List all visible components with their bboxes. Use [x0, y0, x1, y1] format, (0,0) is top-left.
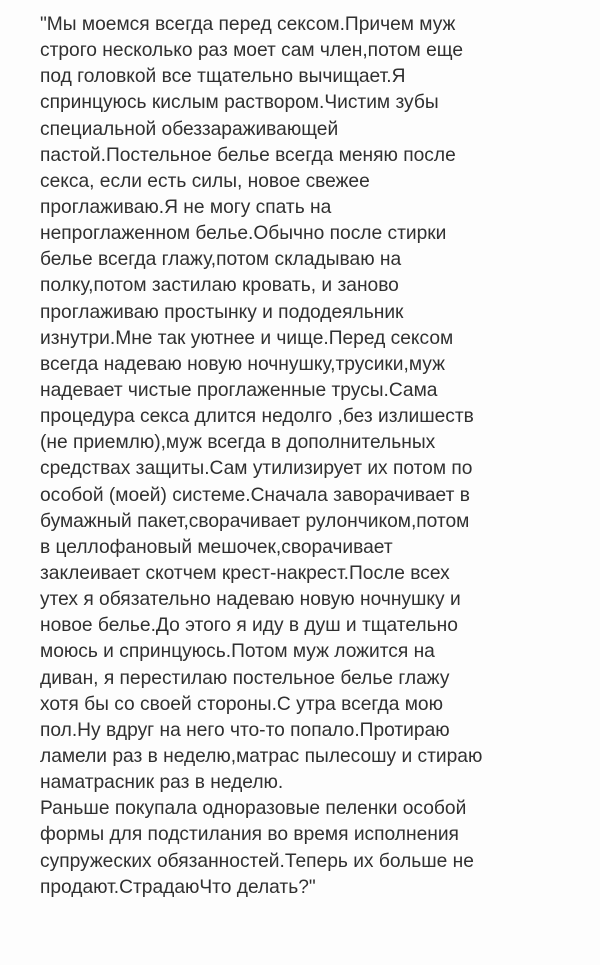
- text-line: хотя бы со своей стороны.С утра всегда мою: [40, 693, 443, 715]
- text-line: пол.Ну вдруг на него что-то попало.Протираю: [40, 719, 450, 741]
- text-line: супружеских обязанностей.Теперь их больше не: [40, 850, 474, 872]
- text-line: под головкой все тщательно вычищает.Я: [40, 66, 406, 88]
- text-line: формы для подстилания во время исполнения: [40, 824, 459, 846]
- text-line: продают.СтрадаюЧто делать?": [40, 876, 316, 898]
- text-line: непроглаженном белье.Обычно после стирки: [40, 223, 447, 245]
- text-line: проглаживаю.Я не могу спать на: [40, 196, 332, 218]
- text-line: специальной обеззараживающей: [40, 118, 339, 140]
- text-line: заклеивает скотчем крест-накрест.После всех: [40, 562, 450, 584]
- text-line: спринцуюсь кислым раствором.Чистим зубы: [40, 92, 439, 114]
- text-line: новое белье.До этого я иду в душ и тщательно: [40, 615, 458, 637]
- text-line: моюсь и спринцуюсь.Потом муж ложится на: [40, 641, 435, 663]
- text-line: "Мы моемся всегда перед сексом.Причем муж: [40, 14, 456, 35]
- text-line: изнутри.Мне так уютнее и чище.Перед сексом: [40, 327, 454, 349]
- text-line: особой (моей) системе.Сначала заворачивает в: [40, 484, 470, 506]
- text-line: наматрасник раз в неделю.: [40, 772, 284, 794]
- text-line: в целлофановый мешочек,сворачивает: [40, 536, 393, 558]
- text-line: белье всегда глажу,потом складываю на: [40, 249, 402, 271]
- text-line: строго несколько раз моет сам член,потом еще: [40, 40, 463, 62]
- text-line: процедура секса длится недолго ,без излишеств: [40, 406, 474, 428]
- text-line: (не приемлю),муж всегда в дополнительных: [40, 432, 436, 454]
- text-line: надевает чистые проглаженные трусы.Сама: [40, 379, 438, 401]
- text-line: ламели раз в неделю,матрас пылесошу и стираю: [40, 745, 483, 767]
- text-line: полку,потом застилаю кровать, и заново: [40, 275, 399, 297]
- text-line: секса, если есть силы, новое свежее: [40, 170, 370, 192]
- text-line: Раньше покупала одноразовые пеленки особой: [40, 798, 467, 820]
- text-line: бумажный пакет,сворачивает рулончиком,потом: [40, 510, 470, 532]
- quote-text: [40, 12, 562, 901]
- text-line: средствах защиты.Сам утилизирует их потом по: [40, 458, 473, 480]
- text-line: проглаживаю простынку и пододеяльник: [40, 301, 404, 323]
- text-line: утех я обязательно надеваю новую ночнушку и: [40, 589, 461, 611]
- text-line: всегда надеваю новую ночнушку,трусики,муж: [40, 353, 445, 375]
- text-line: пастой.Постельное белье всегда меняю после: [40, 144, 456, 166]
- text-line: диван, я перестилаю постельное белье глажу: [40, 667, 450, 689]
